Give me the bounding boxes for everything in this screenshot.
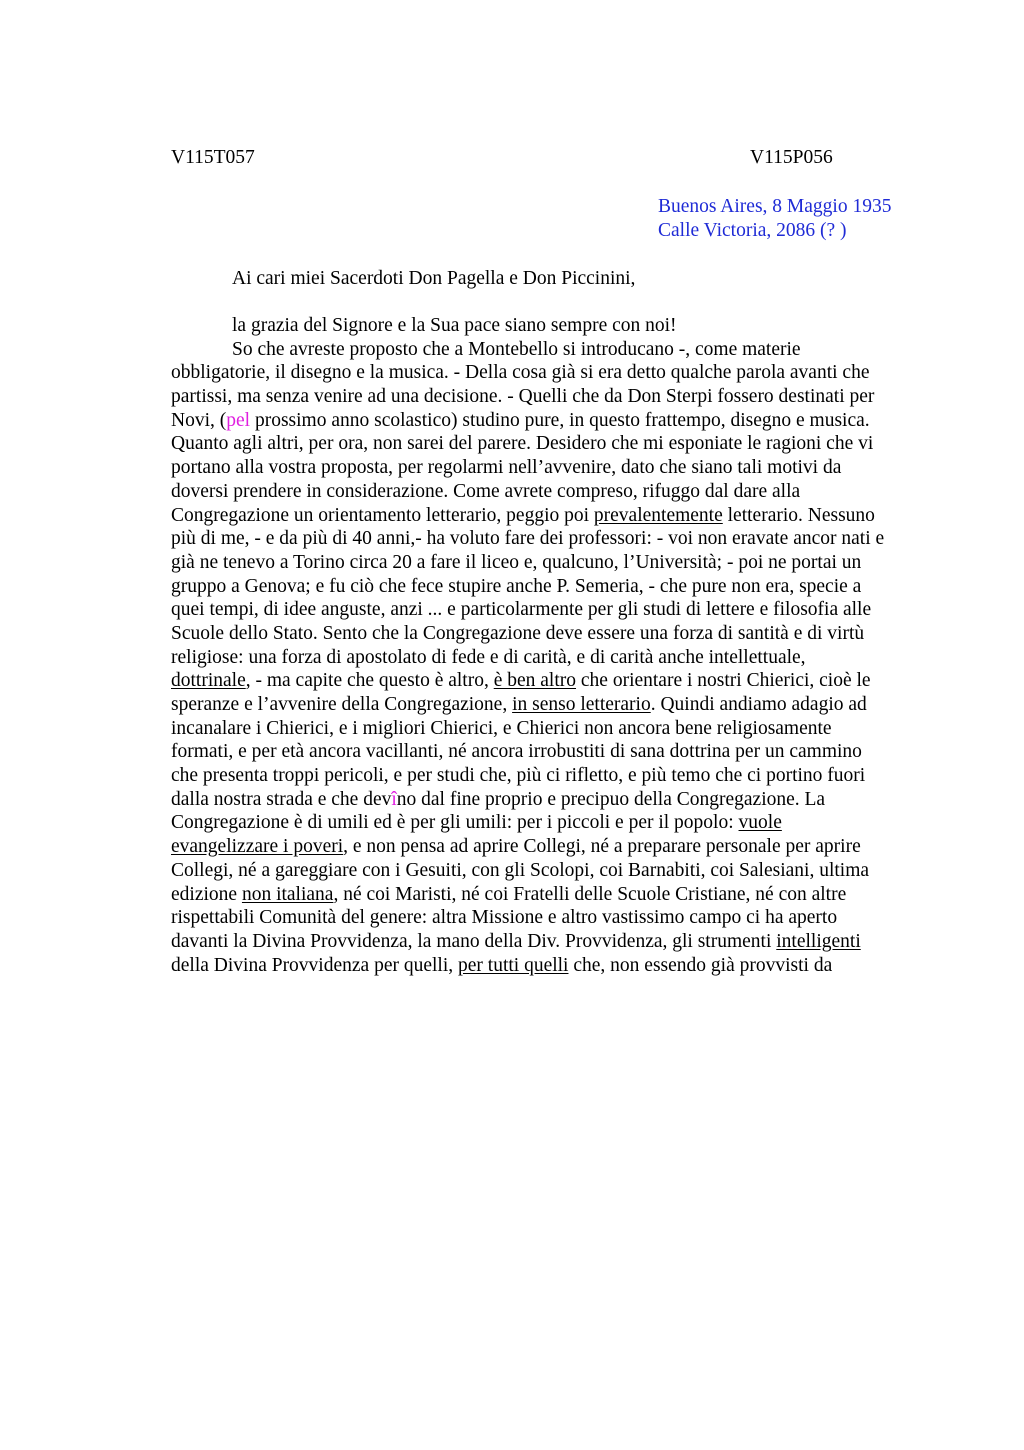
text-segment: della Divina Provvidenza per quelli, — [171, 954, 458, 976]
body-line — [171, 788, 941, 812]
text-segment: che, non essendo già provvisti da — [568, 954, 833, 976]
highlighted-text: î — [391, 788, 397, 810]
text-segment: quei tempi, di idee anguste, anzi ... e particolarmente per gli studi di lettere e filosofia alle — [171, 599, 872, 621]
text-segment: portano alla vostra proposta, per regolarmi nell’avvenire, dato che siano tali motivi da — [171, 457, 842, 479]
text-segment: no dal fine proprio e precipuo della Congregazione. La — [396, 788, 826, 810]
body-line — [171, 669, 941, 693]
body-line — [171, 883, 941, 907]
text-segment: Congregazione è di umili ed è per gli umili: per i piccoli e per il popolo: — [171, 812, 739, 834]
body-line — [171, 906, 941, 930]
text-segment: Collegi, né a gareggiare con i Gesuiti, con gli Scolopi, coi Barnabiti, coi Salesiani, ultima — [171, 859, 870, 881]
text-segment: davanti la Divina Provvidenza, la mano della Div. Provvidenza, gli strumenti — [171, 930, 777, 952]
document-code-right: V115P056 — [750, 147, 833, 168]
salutation: Ai cari miei Sacerdoti Don Pagella e Don Piccinini, — [232, 268, 636, 289]
text-segment: Scuole dello Stato. Sento che la Congregazione deve essere una forza di santità e di virtù — [171, 622, 865, 644]
underlined-text: prevalentemente — [593, 504, 723, 526]
highlighted-text: pel — [226, 409, 251, 431]
body-line — [171, 527, 941, 551]
underlined-text: per tutti quelli — [458, 954, 569, 976]
text-segment: obbligatorie, il disegno e la musica. - Della cosa già si era detto qualche parola avanti che — [171, 362, 870, 384]
body-line — [171, 385, 941, 409]
text-segment: che presenta troppi pericoli, e per studi che, più ci rifletto, e più temo che ci portino fuori — [171, 765, 866, 787]
underlined-text: in senso letterario — [512, 694, 651, 715]
text-segment: , né coi Maristi, né coi Fratelli delle Scuole Cristiane, né con altre — [333, 883, 847, 905]
dateline — [658, 195, 891, 242]
body-line — [171, 432, 941, 456]
text-segment: letterario. Nessuno — [722, 504, 875, 526]
body-line — [171, 954, 941, 978]
text-segment: dalla nostra strada e che dev — [171, 788, 392, 810]
body-line — [171, 314, 941, 338]
text-segment: , e non pensa ad aprire Collegi, né a preparare personale per aprire — [343, 836, 861, 858]
body-line — [171, 480, 941, 504]
body-line — [171, 456, 941, 480]
body-line — [171, 859, 941, 883]
text-segment: che orientare i nostri Chierici, cioè le — [576, 670, 871, 692]
address: Calle Victoria, 2086 (? ) — [658, 219, 847, 241]
text-segment: religiose: una forza di apostolato di fede e di carità, e di carità anche intellettuale, — [171, 646, 806, 668]
text-segment: incanalare i Chierici, e i migliori Chierici, e Chierici non ancora bene religiosamente — [171, 717, 832, 739]
body-line — [171, 551, 941, 575]
text-segment: formati, e per età ancora vacillanti, né ancora irrobustiti di sana dottrina per un cammino — [171, 741, 862, 763]
body-line — [171, 764, 941, 788]
text-segment: , - ma capite che questo è altro, — [245, 670, 494, 692]
underlined-text: evangelizzare i poveri — [171, 836, 344, 858]
text-segment: . Quindi andiamo adagio ad — [650, 694, 867, 715]
place-and-date: Buenos Aires, 8 Maggio 1935 — [658, 196, 892, 217]
body-line — [171, 835, 941, 859]
body-line — [171, 646, 941, 670]
body-line — [171, 575, 941, 599]
body-line — [171, 811, 941, 835]
text-segment: Quanto agli altri, per ora, non sarei del parere. Desidero che mi esponiate le ragioni che vi — [171, 433, 874, 455]
text-segment: gruppo a Genova; e fu ciò che fece stupire anche P. Semeria, - che pure non era, specie a — [171, 575, 862, 597]
underlined-text: è ben altro — [493, 670, 577, 692]
text-segment: So che avreste proposto che a Montebello si introducano -, come materie — [232, 338, 801, 360]
body-line — [171, 930, 941, 954]
letter-body — [171, 314, 941, 977]
body-line — [171, 622, 941, 646]
body-line — [171, 693, 941, 717]
body-line — [171, 409, 941, 433]
text-segment: Novi, ( — [171, 409, 227, 431]
text-segment: edizione — [171, 883, 242, 905]
text-segment: Congregazione un orientamento letterario, peggio poi — [171, 504, 594, 526]
body-line — [171, 361, 941, 385]
document-code-left: V115T057 — [171, 147, 255, 168]
text-segment: già ne tenevo a Torino circa 20 a fare il liceo e, qualcuno, l’Università; - poi ne portai un — [171, 551, 862, 573]
underlined-text: non italiana — [241, 883, 334, 905]
body-line — [171, 598, 941, 622]
text-segment: prossimo anno scolastico) studino pure, in questo frattempo, disegno e musica. — [250, 409, 870, 431]
text-segment: speranze e l’avvenire della Congregazione, — [171, 694, 513, 715]
text-segment: la grazia del Signore e la Sua pace siano sempre con noi! — [232, 315, 677, 336]
body-line — [171, 504, 941, 528]
underlined-text: dottrinale — [171, 670, 246, 692]
body-line — [171, 717, 941, 741]
text-segment: più di me, - e da più di 40 anni,- ha voluto fare dei professori: - voi non eravate ancor nati e — [171, 528, 885, 550]
underlined-text: intelligenti — [776, 930, 861, 952]
text-segment: partissi, ma senza venire ad una decisione. - Quelli che da Don Sterpi fossero destinati per — [171, 386, 875, 408]
text-segment: rispettabili Comunità del genere: altra Missione e altro vastissimo campo ci ha aperto — [171, 907, 838, 929]
body-line — [171, 338, 941, 362]
text-segment: doversi prendere in considerazione. Come avrete compreso, rifuggo dal dare alla — [171, 480, 801, 502]
body-line — [171, 740, 941, 764]
underlined-text: vuole — [738, 812, 782, 834]
